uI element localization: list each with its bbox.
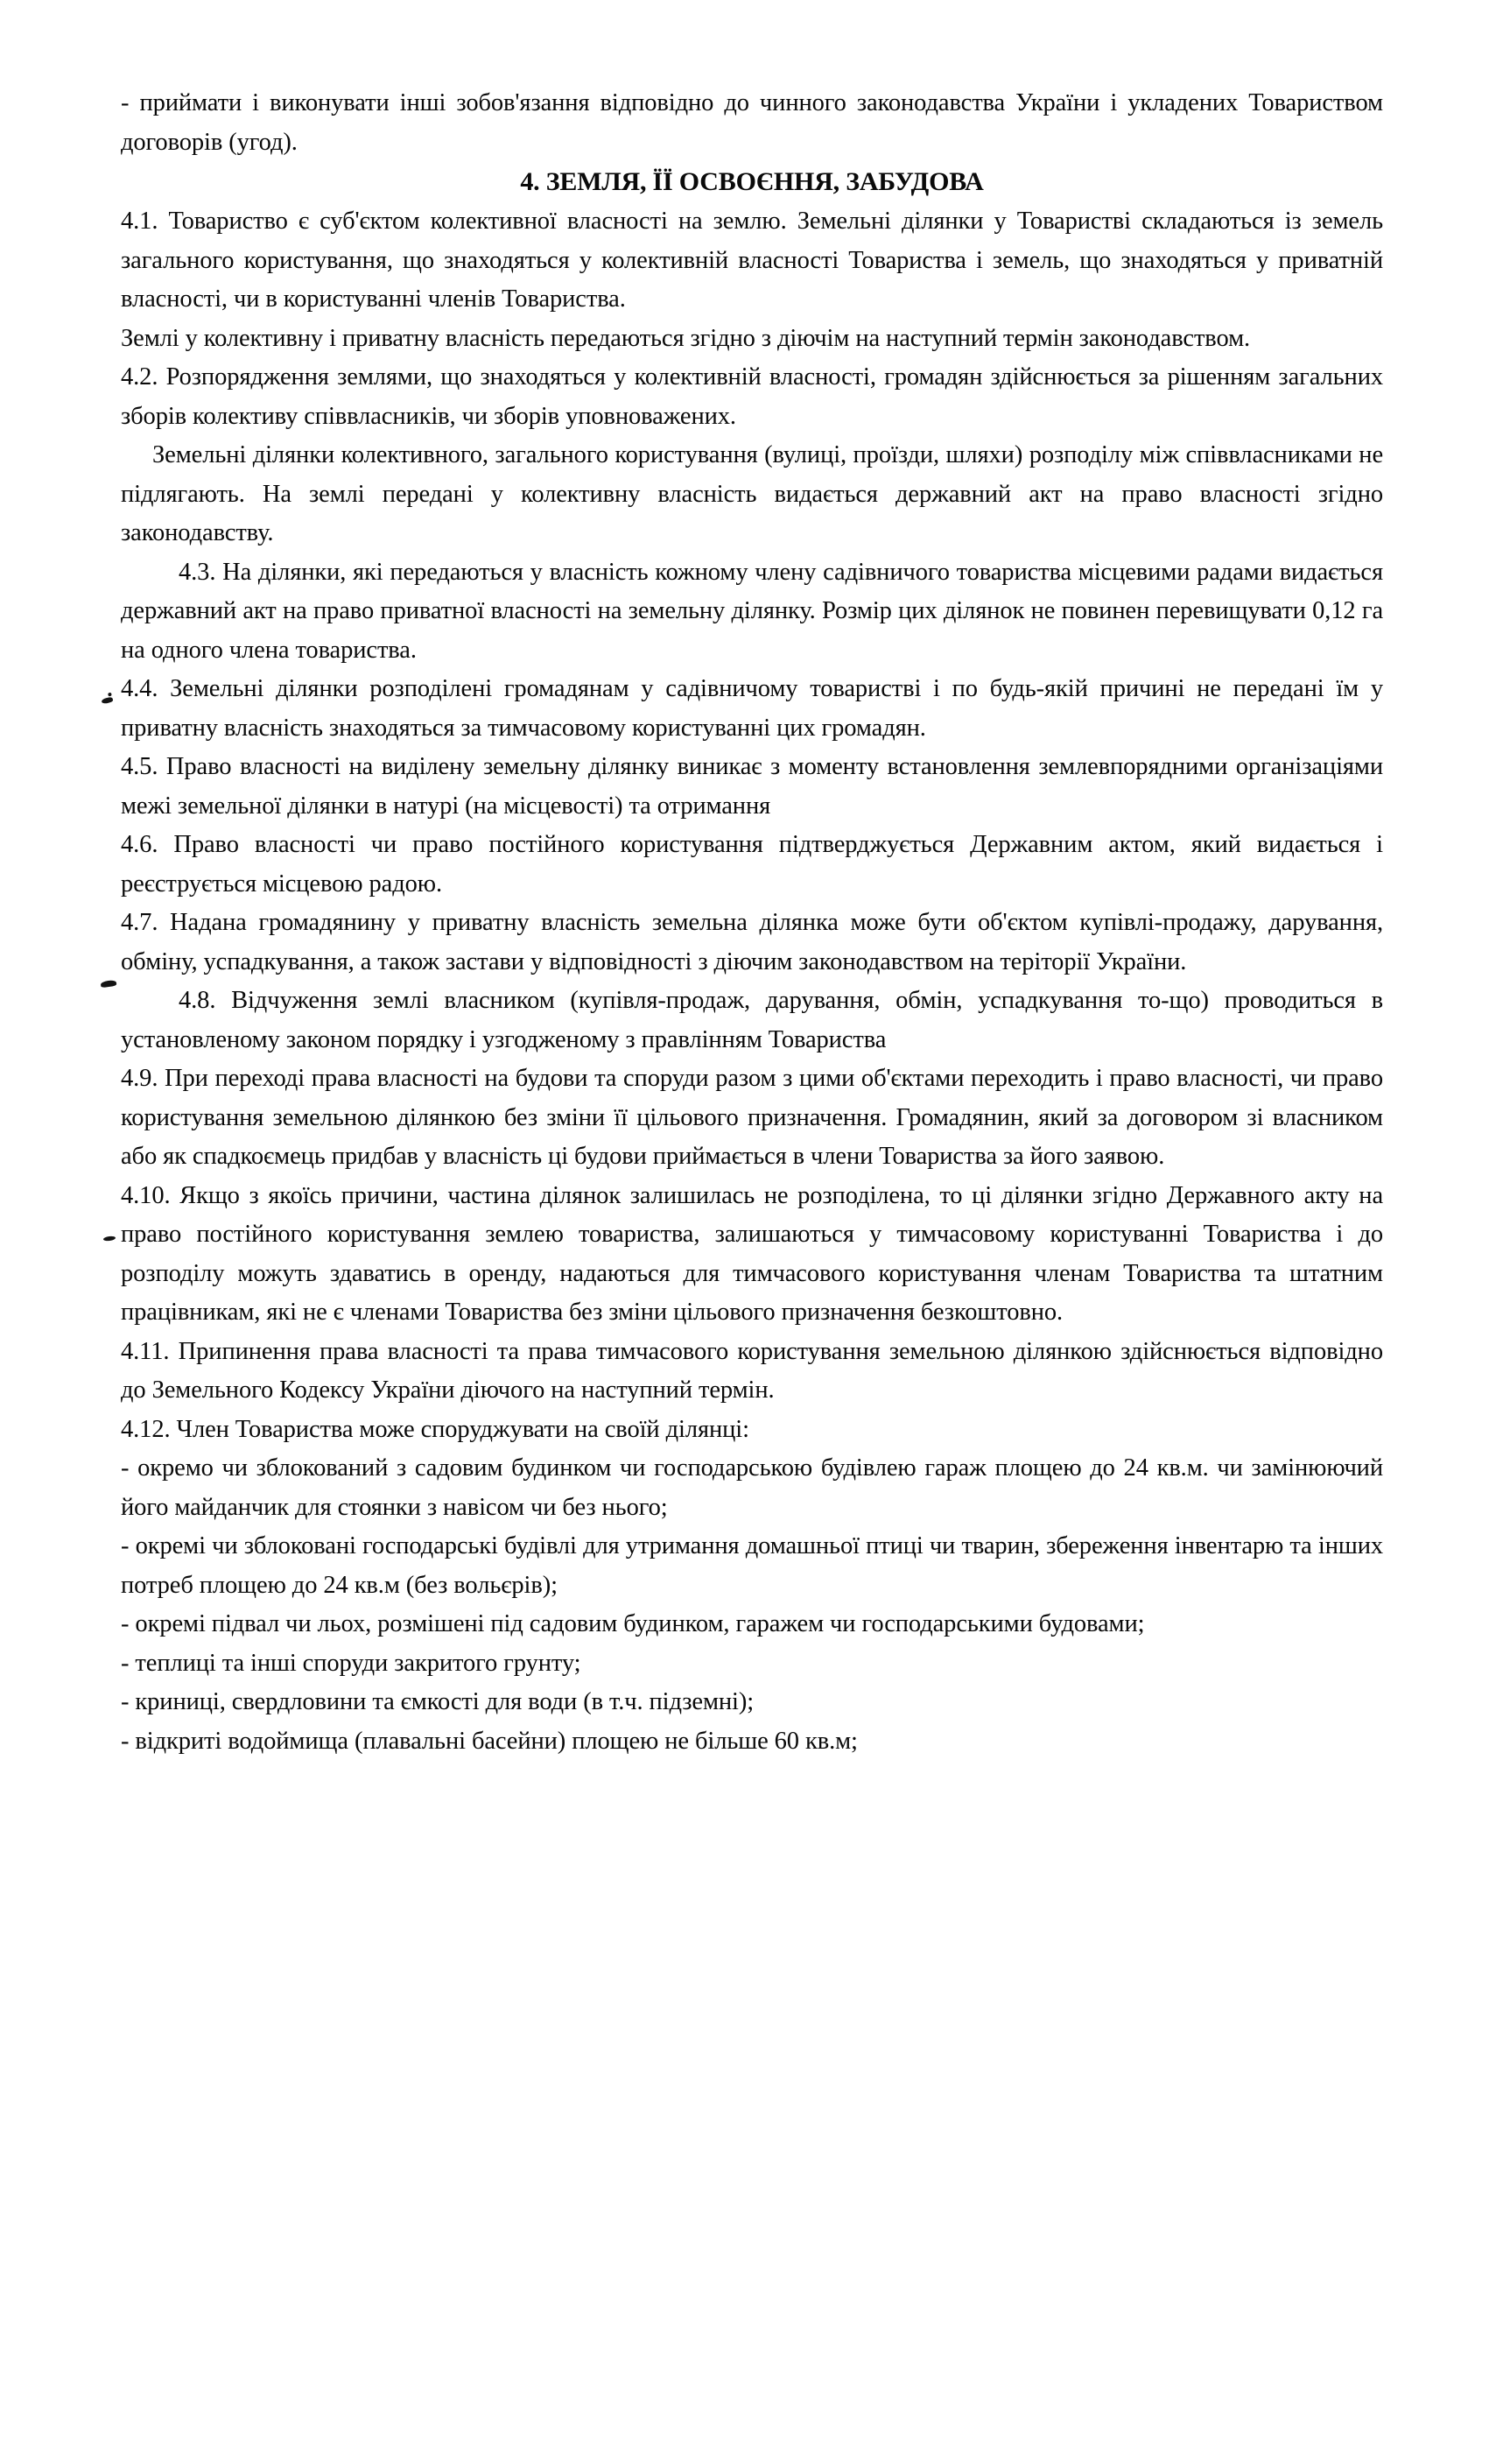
scan-artifact-icon-2 — [101, 980, 117, 988]
clause-4-3: 4.3. На ділянки, які передаються у власність кожному члену садівничого товариства місцевими радами видається державний акт на право приватної власності на земельну ділянку. Розмір цих ділянок не повинен перевищувати 0,12 га на одного члена товариства. — [121, 558, 1383, 664]
clause-4-1: 4.1. Товариство є суб'єктом колективної власності на землю. Земельні ділянки у Товаристві складаються із земель загального користування, що знаходяться у колективній власності Товариства і земель, що знаходяться у приватній власності, чи в користуванні членів Товариства. — [121, 208, 1383, 313]
scan-artifact-icon-3 — [103, 1236, 116, 1242]
construction-list-item-wells: - криниці, свердловини та ємкості для води (в т.ч. підземні); — [121, 1688, 755, 1715]
construction-list-item-pools: - відкриті водоймища (плавальні басейни) площею не більше 60 кв.м; — [121, 1727, 858, 1755]
construction-list-item-greenhouse: - теплиці та інші споруди закритого грунту; — [121, 1649, 581, 1677]
scan-artifact-icon-1 — [101, 697, 113, 705]
construction-list-item-cellar: - окремі підвал чи льох, розмішені під садовим будинком, гаражем чи господарськими будовами; — [121, 1610, 1145, 1637]
clause-4-8: 4.8. Відчуження землі власником (купівля-продаж, дарування, обмін, успадкування то-що) проводиться в установленому законом порядку і узгодженому з правлінням Товариства — [121, 987, 1383, 1053]
section-heading: 4. ЗЕМЛЯ, ЇЇ ОСВОЄННЯ, ЗАБУДОВА — [520, 167, 984, 196]
clause-4-5: 4.5. Право власності на виділену земельну ділянку виникає з моменту встановлення землевпорядними організаціями межі земельної ділянки в натурі (на місцевості) та отримання — [121, 753, 1383, 820]
construction-list-item-outbuildings: - окремі чи зблоковані господарські будівлі для утримання домашньої птиці чи тварин, збереження інвентарю та інших потреб площею до 24 кв.м (без вольєрів); — [121, 1532, 1383, 1599]
clause-land-transfer-note: Землі у колективну і приватну власність передаються згідно з діючім на наступний термін законодавством. — [121, 324, 1251, 352]
bullet-carryover-paragraph: - приймати і виконувати інші зобов'язання відповідно до чинного законодавства України і укладених Товариством договорів (угод). — [121, 89, 1383, 156]
clause-common-use-plots: Земельні ділянки колективного, загального користування (вулиці, проїзди, шляхи) розподілу між співвласниками не підлягають. На землі передані у колективну власність видається державний акт на право власності згідно законодавству. — [121, 441, 1383, 546]
clause-4-2: 4.2. Розпорядження землями, що знаходяться у колективній власності, громадян здійснюється за рішенням загальних зборів колективу співвласників, чи зборів уповноважених. — [121, 363, 1383, 430]
clause-4-6: 4.6. Право власності чи право постійного користування підтверджується Державним актом, який видається і реєструється місцевою радою. — [121, 831, 1383, 898]
clause-4-7: 4.7. Надана громадянину у приватну власність земельна ділянка може бути об'єктом купівлі-продажу, дарування, обміну, успадкування, а також застави у відповідності з діючим законодавством на теріторії України. — [121, 909, 1383, 975]
construction-list-item-garage: - окремо чи зблокований з садовим будинком чи господарською будівлею гараж площею до 24 кв.м. чи замінюючий його майданчик для стоянки з навісом чи без нього; — [121, 1454, 1383, 1521]
clause-4-12: 4.12. Член Товариства може споруджувати на своїй ділянці: — [121, 1415, 749, 1443]
document-text-body — [121, 84, 1383, 1761]
clause-4-11: 4.11. Припинення права власності та права тимчасового користування земельною ділянкою здійснюється відповідно до Земельного Кодексу України діючого на наступний термін. — [121, 1337, 1383, 1404]
clause-4-10: 4.10. Якщо з якоїсь причини, частина ділянок залишилась не розподілена, то ці ділянки згідно Державного акту на право постійного користування землею товариства, залишаються у тимчасовому користуванні Товариства і до розподілу можуть здаватись в оренду, надаються для тимчасового користування членам Товариства та штатним працівникам, які не є членами Товариства без зміни цільового призначення безкоштовно. — [121, 1181, 1383, 1326]
clause-4-4: 4.4. Земельні ділянки розподілені громадянам у садівничому товаристві і по будь-якій причині не передані їм у приватну власність знаходяться за тимчасовому користуванні цих громадян. — [121, 675, 1383, 742]
clause-4-9: 4.9. При переході права власності на будови та споруди разом з цими об'єктами переходить і право власності, чи право користування земельною ділянкою без зміни її цільового призначення. Громадянин, який за договором зі власником або як спадкоємець придбав у власність ці будови приймається в члени Товариства за його заявою. — [121, 1065, 1383, 1170]
